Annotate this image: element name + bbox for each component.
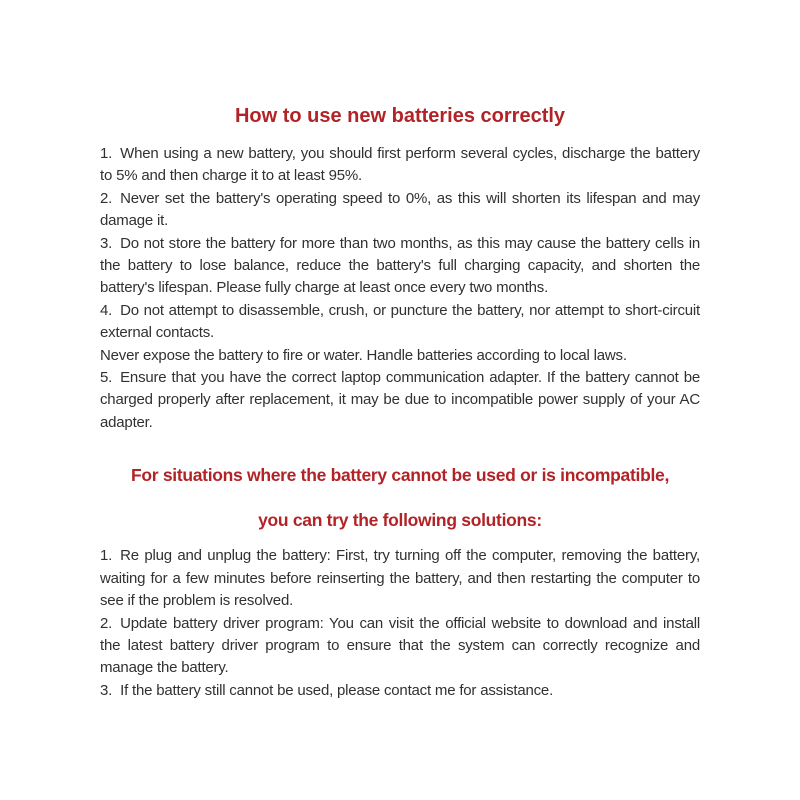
section1-body — [100, 143, 700, 434]
item-text: If the battery still cannot be used, please contact me for assistance. — [120, 681, 554, 699]
solution-item-2 — [100, 613, 700, 680]
item-text: Ensure that you have the correct laptop communication adapter. If the battery cannot be charged properly after replacement, it may be due to incompatible power supply of your AC adapter. — [100, 369, 700, 431]
item-number: 1. — [100, 547, 113, 565]
item-text: Never expose the battery to fire or water. Handle batteries according to local laws. — [100, 346, 627, 364]
item-text: Re plug and unplug the battery: First, try turning off the computer, removing the battery, waiting for a few minutes before reinserting the battery, and then restarting the computer to see if the problem is resolved. — [100, 547, 700, 610]
item-text: Update battery driver program: You can visit the official website to download and install the latest battery driver program to ensure that the system can correctly recognize and manage the battery. — [100, 614, 700, 677]
instruction-item-3 — [100, 233, 700, 300]
section1-title: How to use new batteries correctly — [234, 105, 566, 127]
section2-body — [100, 545, 700, 702]
item-text: When using a new battery, you should first perform several cycles, discharge the battery to 5% and then charge it to at least 95%. — [100, 145, 700, 185]
solution-item-1 — [100, 545, 700, 612]
instruction-item-5 — [100, 367, 700, 434]
item-text: Never set the battery's operating speed to 0%, as this will shorten its lifespan and may damage it. — [100, 189, 700, 230]
item-text: Do not store the battery for more than two months, as this may cause the battery cells in the battery to lose balance, reduce the battery's full charging capacity, and shorten the battery's lifespan. Please fully charge at least once every two months. — [100, 234, 700, 297]
item-number: 4. — [100, 301, 113, 319]
instruction-item-2 — [100, 188, 700, 233]
item-number: 3. — [100, 234, 113, 252]
solution-item-3 — [100, 680, 700, 702]
section2-title-line2: you can try the following solutions: — [258, 510, 542, 531]
item-number: 2. — [100, 189, 113, 207]
item-number: 3. — [100, 681, 113, 699]
item-number: 1. — [100, 145, 113, 162]
item-number: 2. — [100, 614, 113, 632]
instruction-item-4 — [100, 300, 700, 345]
item-text: Do not attempt to disassemble, crush, or puncture the battery, nor attempt to short-circuit external contacts. — [100, 301, 700, 342]
item-number: 5. — [100, 369, 113, 387]
instruction-note — [100, 345, 700, 367]
section2-title-line1: For situations where the battery cannot be used or is incompatible, — [130, 465, 670, 486]
instruction-item-1 — [100, 143, 700, 188]
